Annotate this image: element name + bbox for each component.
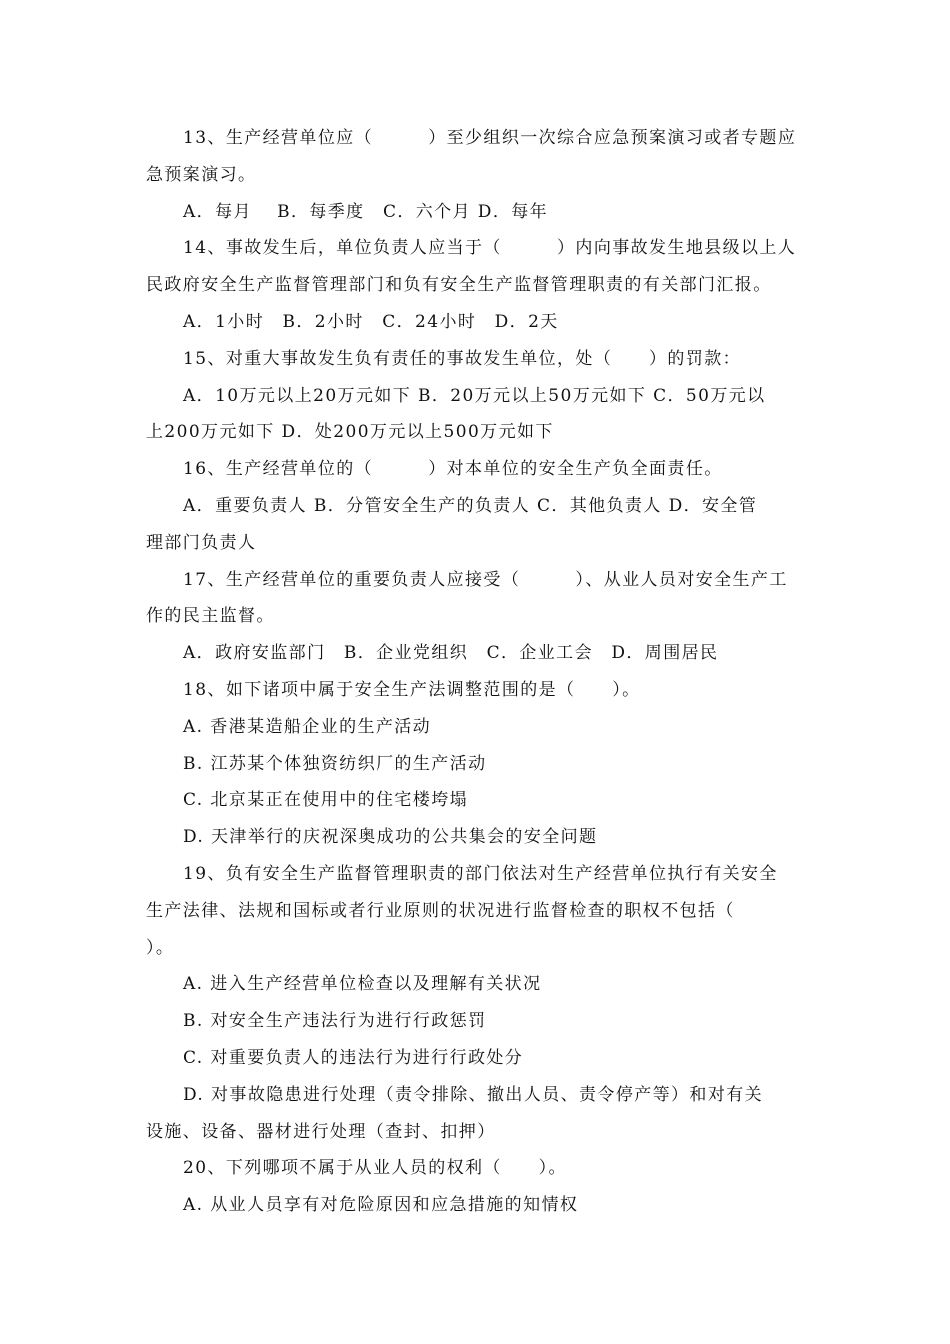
text-line: D. 对事故隐患进行处理（责令排除、撤出人员、责令停产等）和对有关 <box>183 1084 764 1105</box>
text-line: 15、对重大事故发生负有责任的事故发生单位，处（ ）的罚款： <box>183 348 742 369</box>
text-line: A. 进入生产经营单位检查以及理解有关状况 <box>183 974 542 995</box>
text-line: A．10万元以上20万元如下 B．20万元以上50万元如下 C．50万元以 <box>183 385 766 406</box>
text-line: 19、负有安全生产监督管理职责的部门依法对生产经营单位执行有关安全 <box>183 863 778 884</box>
text-line: A．1小时 B．2小时 C．24小时 D．2天 <box>183 311 559 332</box>
text-line: A．每月 B．每季度 C．六个月 D．每年 <box>183 201 549 222</box>
text-line: 民政府安全生产监督管理部门和负有安全生产监督管理职责的有关部门汇报。 <box>146 275 772 296</box>
text-line: 16、生产经营单位的（ ）对本单位的安全生产负全面责任。 <box>183 459 723 480</box>
text-line: 设施、设备、器材进行处理（查封、扣押） <box>146 1121 496 1142</box>
text-line: 作的民主监督。 <box>146 606 275 627</box>
text-line: D. 天津举行的庆祝深奥成功的公共集会的安全问题 <box>183 827 598 848</box>
text-line: A．重要负责人 B．分管安全生产的负责人 C．其他负责人 D．安全管 <box>183 495 758 516</box>
text-line: B. 对安全生产违法行为进行行政惩罚 <box>183 1011 487 1032</box>
text-line: A. 从业人员享有对危险原因和应急措施的知情权 <box>183 1195 579 1216</box>
text-line: 急预案演习。 <box>146 164 257 185</box>
text-line: C. 北京某正在使用中的住宅楼垮塌 <box>183 790 469 811</box>
text-line: A. 香港某造船企业的生产活动 <box>183 716 432 737</box>
text-line: 13、生产经营单位应（ ）至少组织一次综合应急预案演习或者专题应 <box>183 128 797 148</box>
text-line: 20、下列哪项不属于从业人员的权利（ ）。 <box>183 1158 567 1179</box>
document-body <box>146 120 806 1224</box>
text-line: C. 对重要负责人的违法行为进行行政处分 <box>183 1047 524 1068</box>
text-line: 理部门负责人 <box>146 532 257 553</box>
text-line: B. 江苏某个体独资纺织厂的生产活动 <box>183 753 487 774</box>
text-line: ）。 <box>146 937 175 958</box>
text-line: 生产法律、法规和国标或者行业原则的状况进行监督检查的职权不包括（ <box>146 900 735 921</box>
text-line: 17、生产经营单位的重要负责人应接受（ ）、从业人员对安全生产工 <box>183 569 788 590</box>
text-line: 18、如下诸项中属于安全生产法调整范围的是（ ）。 <box>183 679 641 700</box>
text-line: 上200万元如下 D．处200万元以上500万元如下 <box>146 422 554 443</box>
text-line: A．政府安监部门 B．企业党组织 C．企业工会 D．周围居民 <box>183 643 719 664</box>
text-line: 14、事故发生后，单位负责人应当于（ ）内向事故发生地县级以上人 <box>183 238 797 259</box>
